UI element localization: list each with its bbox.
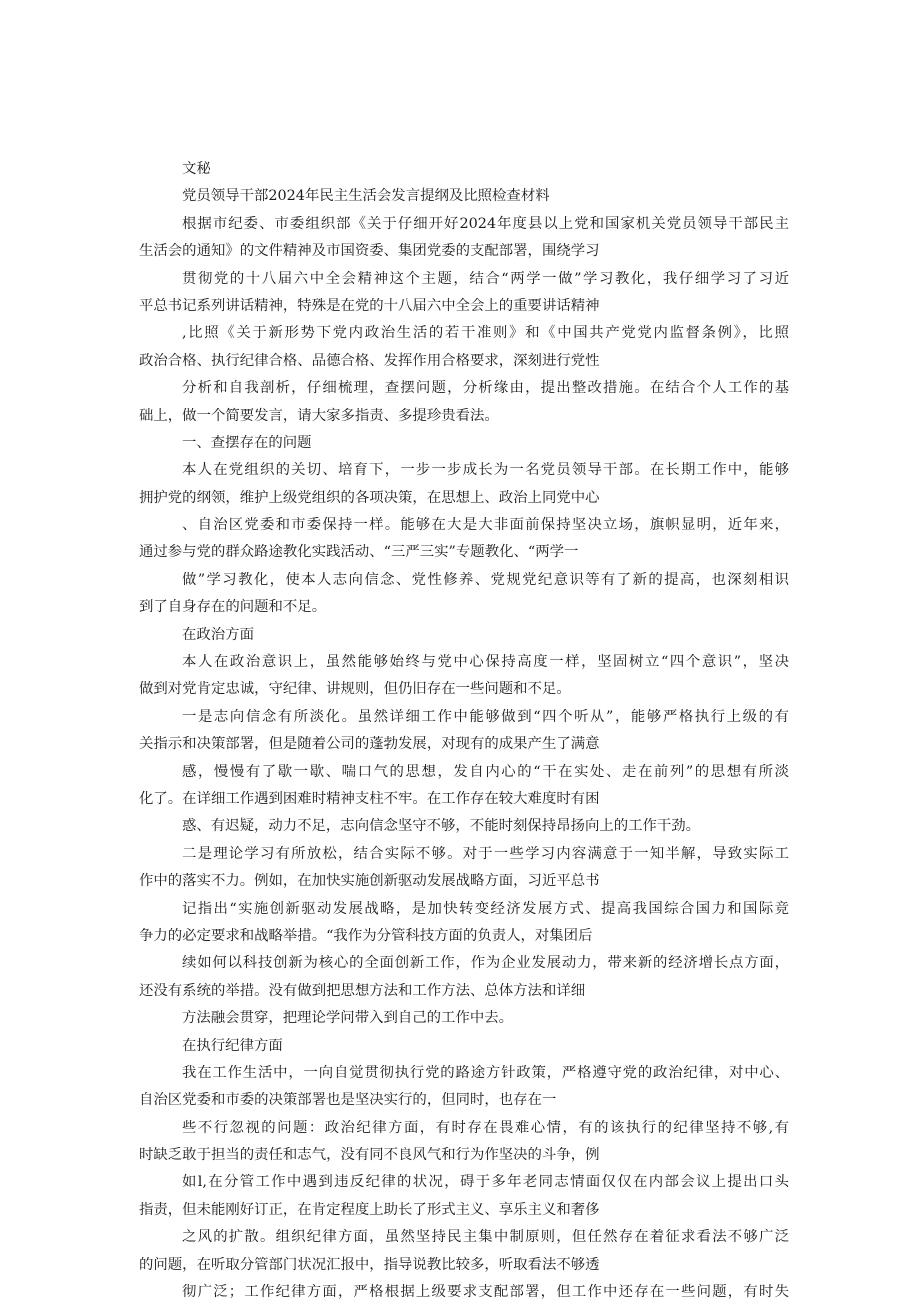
paragraph [139, 1169, 789, 1224]
text-line: 我在工作生活中，一向自觉贯彻执行党的路途方针政策，严格遵守党的政治纪律，对中心、 [182, 1064, 789, 1081]
paragraph [139, 759, 789, 814]
text-line: 之风的扩散。组织纪律方面，虽然坚持民主集中制原则，但任然存在着征求看法不够广泛 [182, 1229, 789, 1246]
paragraph [139, 1060, 789, 1115]
text-line: 平总书记系列讲话精神，特殊是在党的十八届六中全会上的重要讲话精神 [139, 297, 600, 314]
document-label: 文秘 [182, 161, 211, 177]
text-line: 彻广泛；工作纪律方面，严格根据上级要求支配部署，但工作中还存在一些问题，有时失 [182, 1284, 789, 1301]
text-line: 感，慢慢有了歇一歇、喘口气的思想，发自内心的“干在实处、走在前列”的思想有所淡 [182, 763, 789, 780]
text-line: 政治合格、执行纪律合格、品德合格、发挥作用合格要求，深刻进行党性 [139, 352, 600, 369]
text-line: 自治区党委和市委的决策部署也是坚决实行的，但同时，也存在一 [139, 1092, 557, 1109]
paragraph [139, 704, 789, 759]
paragraph [139, 950, 789, 1005]
document-body [139, 211, 789, 1306]
text-line: 贯彻党的十八届六中全会精神这个主题，结合“两学一做”学习教化，我仔细学习了习近 [182, 270, 789, 287]
paragraph [139, 1115, 789, 1170]
paragraph [139, 430, 789, 457]
text-line: ,比照《关于新形势下党内政治生活的若干准则》和《中国共产党党内监督条例》，比照 [182, 325, 789, 342]
text-line: 时缺乏敢于担当的责任和志气，没有同不良风气和行为作坚决的斗争，例 [139, 1147, 600, 1164]
text-line: 关指示和决策部署，但是随着公司的蓬勃发展，对现有的成果产生了满意 [139, 736, 600, 753]
text-line: 在政治方面 [182, 626, 254, 643]
paragraph [139, 266, 789, 321]
text-line: 还没有系统的举措。没有做到把思想方法和工作方法、总体方法和详细 [139, 982, 586, 999]
paragraph [139, 1033, 789, 1060]
text-line: 拥护党的纲领，维护上级党组织的各项决策，在思想上、政治上同党中心 [139, 489, 600, 506]
paragraph [139, 622, 789, 649]
text-line: 一是志向信念有所淡化。虽然详细工作中能够做到“四个听从”，能够严格执行上级的有 [182, 708, 789, 725]
text-line: 到了自身存在的问题和不足。 [139, 599, 327, 616]
text-line: 本人在政治意识上，虽然能够始终与党中心保持高度一样，坚固树立“四个意识”，坚决 [182, 654, 789, 671]
paragraph [139, 1005, 789, 1032]
paragraph [139, 211, 789, 266]
paragraph [139, 841, 789, 896]
paragraph [139, 512, 789, 567]
text-line: 在执行纪律方面 [182, 1037, 283, 1054]
paragraph [139, 896, 789, 951]
text-line: 些不行忽视的问题：政治纪律方面，有时存在畏难心情，有的该执行的纪律坚持不够,有 [182, 1119, 789, 1136]
text-line: 作中的落实不力。例如，在加快实施创新驱动发展战略方面，习近平总书 [139, 873, 600, 890]
text-line: 、自治区党委和市委保持一样。能够在大是大非面前保持坚决立场，旗帜显明，近年来， [182, 517, 789, 534]
document-page [139, 156, 789, 1306]
text-line: 生活会的通知》的文件精神及市国资委、集团党委的支配部署，围绕学习 [139, 243, 600, 260]
document-title: 党员领导干部2024年民主生活会发言提纲及比照检查材料 [182, 188, 550, 205]
paragraph [139, 320, 789, 375]
paragraph [139, 649, 789, 704]
paragraph [139, 813, 789, 840]
text-line: 记指出“实施创新驱动发展战略，是加快转变经济发展方式、提高我国综合国力和国际竞 [182, 900, 789, 917]
text-line: 做”学习教化，使本人志向信念、党性修养、党规党纪意识等有了新的提高，也深刻相识 [182, 571, 789, 588]
text-line: 如l,在分管工作中遇到违反纪律的状况，碍于多年老同志情面仅仅在内部会议上提出口头 [182, 1174, 789, 1191]
paragraph [139, 375, 789, 430]
text-line: 指责，但未能刚好订正，在肯定程度上助长了形式主义、享乐主义和奢侈 [139, 1201, 600, 1218]
text-line: 一、查摆存在的问题 [182, 434, 312, 451]
text-line: 化了。在详细工作遇到困难时精神支柱不牢。在工作存在较大难度时有困 [139, 790, 600, 807]
text-line: 做到对党肯定忠诚，守纪律、讲规则，但仍旧存在一些问题和不足。 [139, 681, 571, 698]
text-line: 方法融会贯穿，把理论学问带入到自己的工作中去。 [182, 1010, 513, 1027]
text-line: 通过参与党的群众路途教化实践活动、“三严三实”专题教化、“两学一 [139, 544, 579, 561]
text-line: 的问题，在听取分管部门状况汇报中，指导说教比较多，听取看法不够透 [139, 1256, 600, 1273]
paragraph [139, 457, 789, 512]
text-line: 础上，做一个简要发言，请大家多指责、多提珍贵看法。 [139, 407, 499, 424]
paragraph [139, 1224, 789, 1279]
text-line: 本人在党组织的关切、培育下，一步一步成长为一名党员领导干部。在长期工作中，能够 [182, 462, 789, 479]
text-line: 续如何以科技创新为核心的全面创新工作，作为企业发展动力，带来新的经济增长点方面， [182, 955, 789, 972]
text-line: 根据市纪委、市委组织部《关于仔细开好2024年度县以上党和国家机关党员领导干部民主 [182, 215, 789, 232]
text-line: 争力的必定要求和战略举措。“我作为分管科技方面的负责人，对集团后 [139, 927, 593, 944]
paragraph [139, 1279, 789, 1306]
text-line: 惑、有迟疑，动力不足，志向信念坚守不够，不能时刻保持昂扬向上的工作干劲。 [182, 818, 701, 835]
text-line: 二是理论学习有所放松，结合实际不够。对于一些学习内容满意于一知半解，导致实际工 [182, 845, 789, 862]
paragraph [139, 567, 789, 622]
text-line: 分析和自我剖析，仔细梳理，查摆问题，分析缘由，提出整改措施。在结合个人工作的基 [182, 380, 789, 397]
